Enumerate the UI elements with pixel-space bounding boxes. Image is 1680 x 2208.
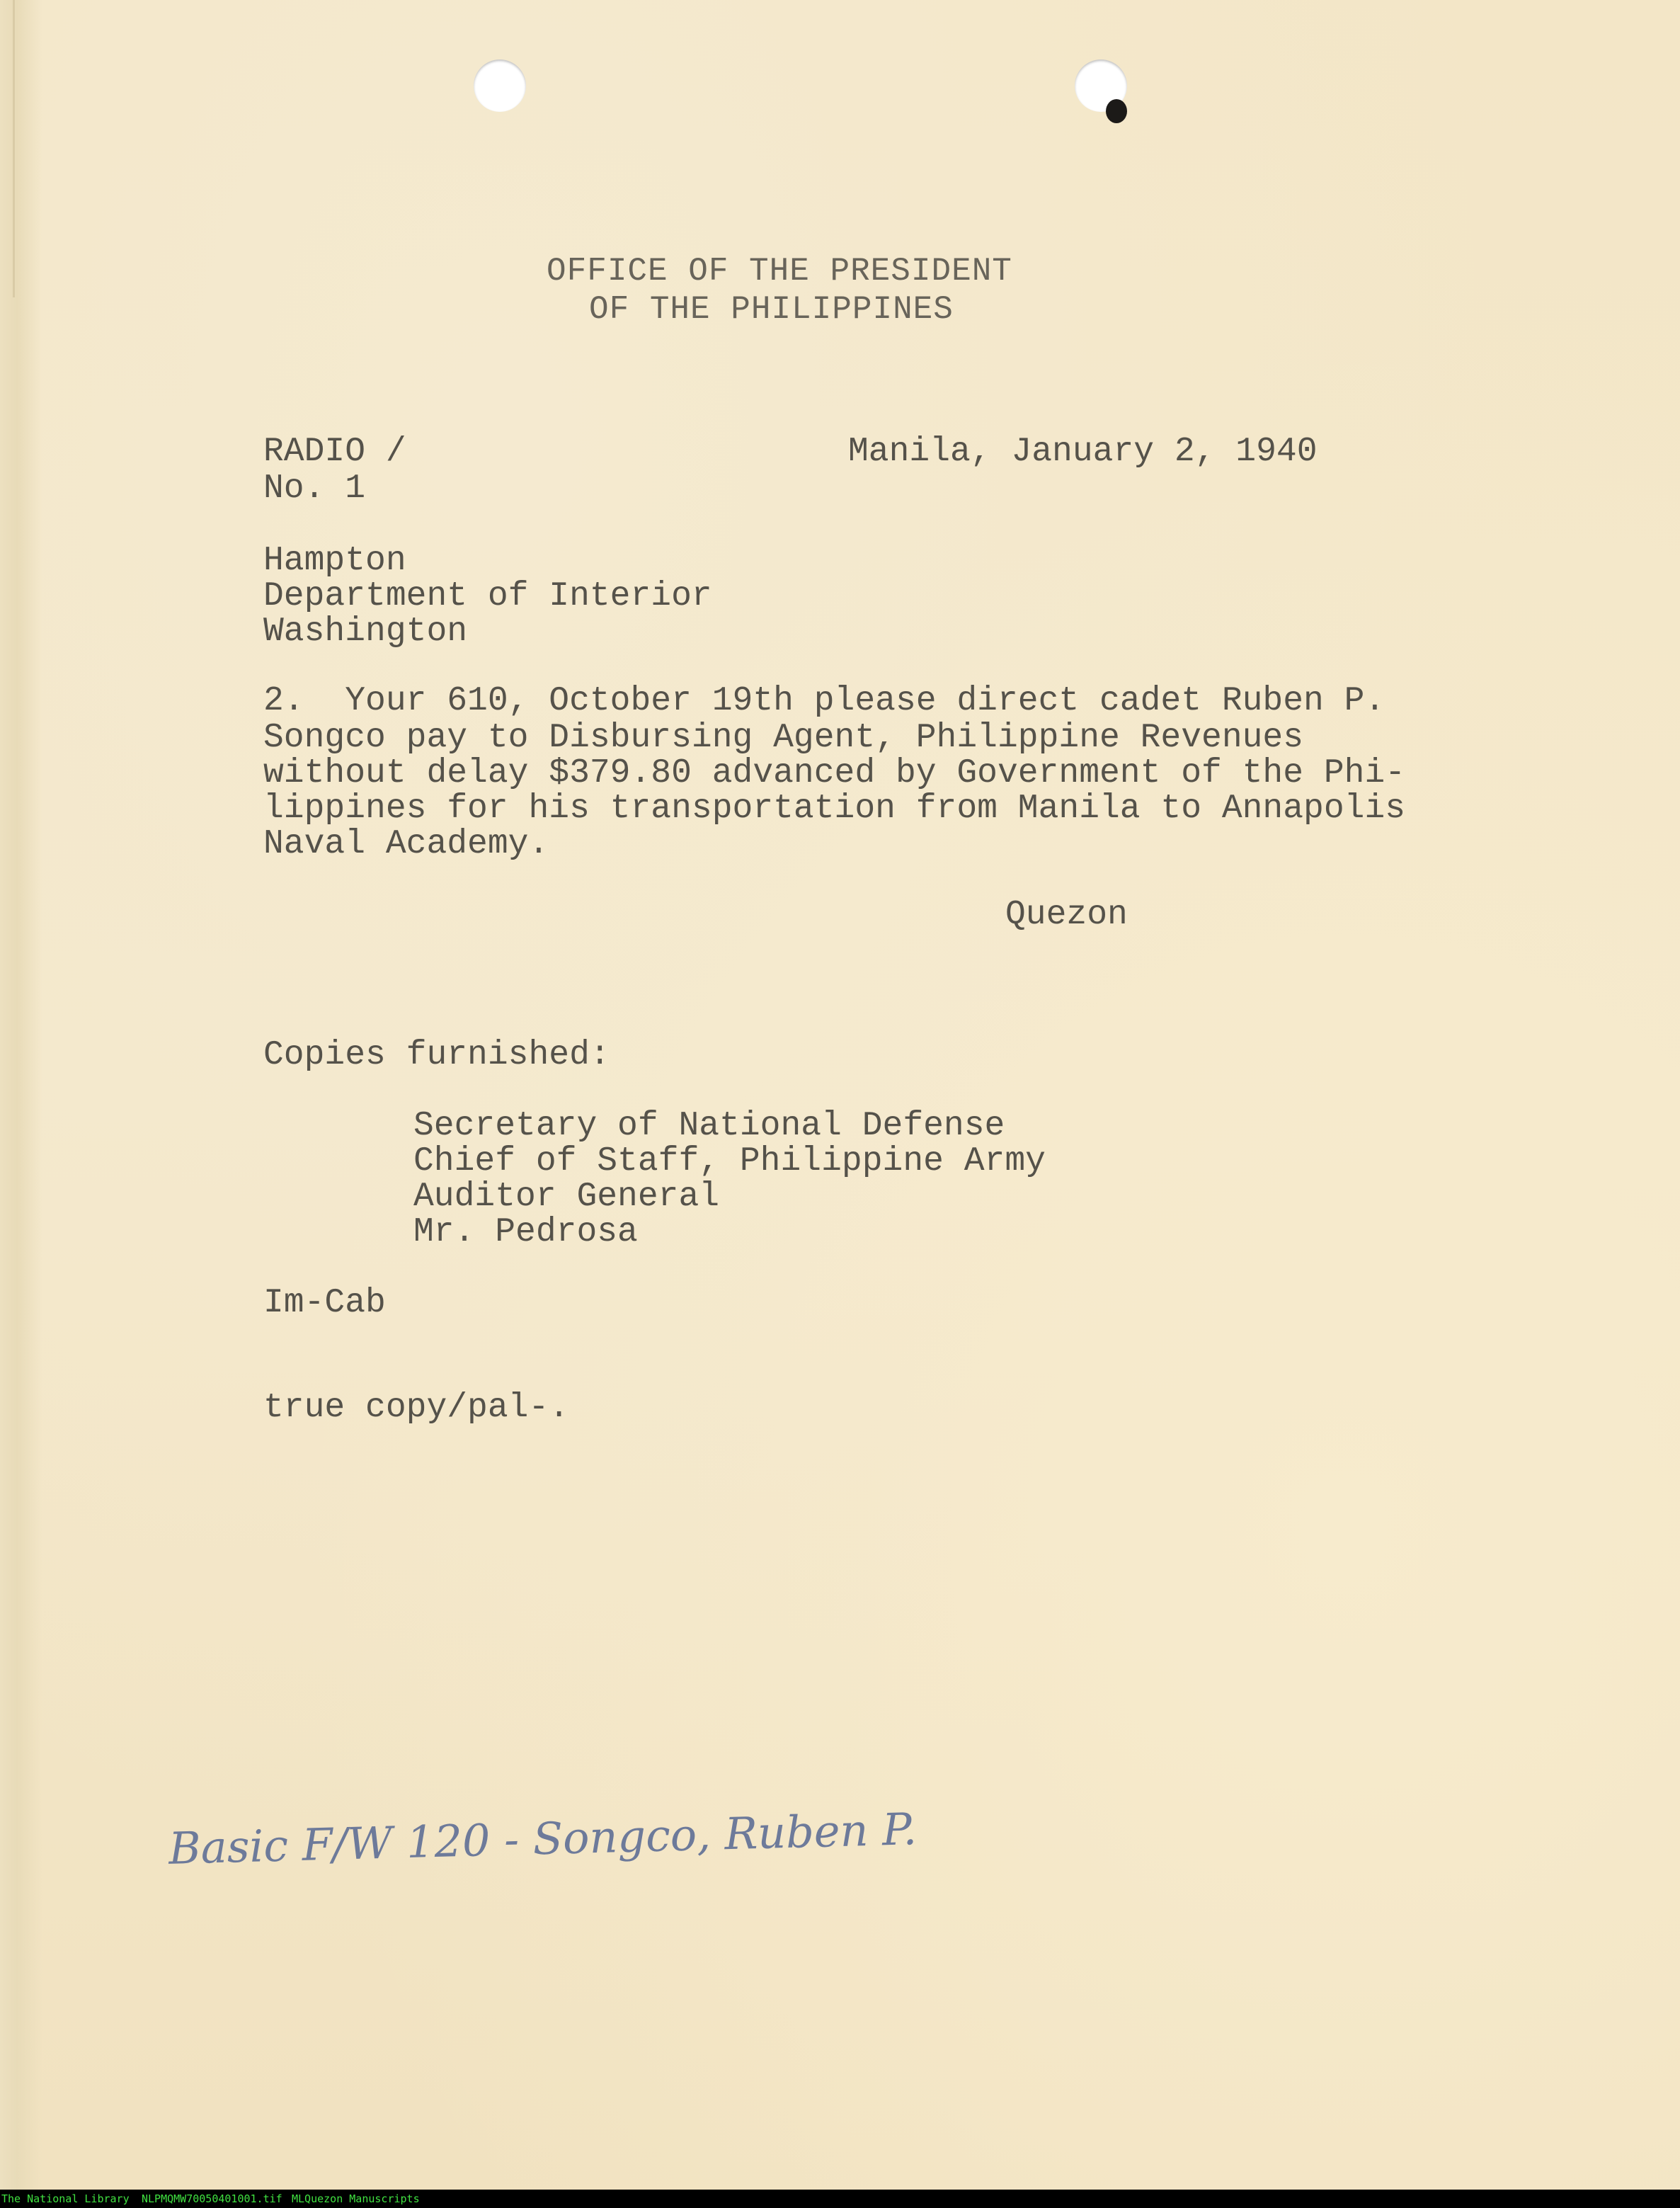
letterhead-line-1: OFFICE OF THE PRESIDENT (547, 253, 1012, 290)
body-line-2: Songco pay to Disbursing Agent, Philippine Revenues (263, 719, 1304, 757)
copy-recipient: Chief of Staff, Philippine Army (413, 1142, 1046, 1180)
body-line-1: 2. Your 610, October 19th please direct cadet Ruben P. (263, 682, 1385, 720)
addressee-city: Washington (263, 613, 468, 651)
true-copy-note: true copy/pal-. (263, 1389, 570, 1427)
copies-label: Copies furnished: (263, 1036, 610, 1074)
signature: Quezon (1005, 896, 1128, 934)
footer-file: NLPMQMW70050401001.tif (142, 2192, 282, 2205)
footer-library: The National Library (1, 2192, 130, 2205)
addressee-name: Hampton (263, 542, 406, 580)
scan-footer (0, 2190, 1680, 2208)
letterhead-line-2: OF THE PHILIPPINES (589, 291, 954, 328)
letter-date: Manila, January 2, 1940 (848, 433, 1318, 471)
radio-label: RADIO / (263, 433, 406, 471)
copy-recipient: Secretary of National Defense (413, 1107, 1005, 1145)
copy-recipient: Mr. Pedrosa (413, 1213, 638, 1251)
body-line-5: Naval Academy. (263, 825, 549, 863)
paper-edge-line (13, 0, 15, 297)
punch-hole-left (474, 59, 526, 112)
punch-hole-shadow (1106, 99, 1127, 123)
addressee-department: Department of Interior (263, 577, 712, 615)
paper-edge (0, 0, 42, 2190)
body-line-3: without delay $379.80 advanced by Government of the Phi- (263, 754, 1406, 792)
body-line-4: lippines for his transportation from Manila to Annapolis (263, 790, 1406, 828)
initials: Im-Cab (263, 1284, 386, 1322)
handwritten-note: Basic F/W 120 - Songco, Ruben P. (168, 1803, 918, 1874)
copy-recipient: Auditor General (413, 1178, 720, 1216)
radio-number: No. 1 (263, 470, 366, 508)
footer-collection: MLQuezon Manuscripts (292, 2192, 420, 2205)
